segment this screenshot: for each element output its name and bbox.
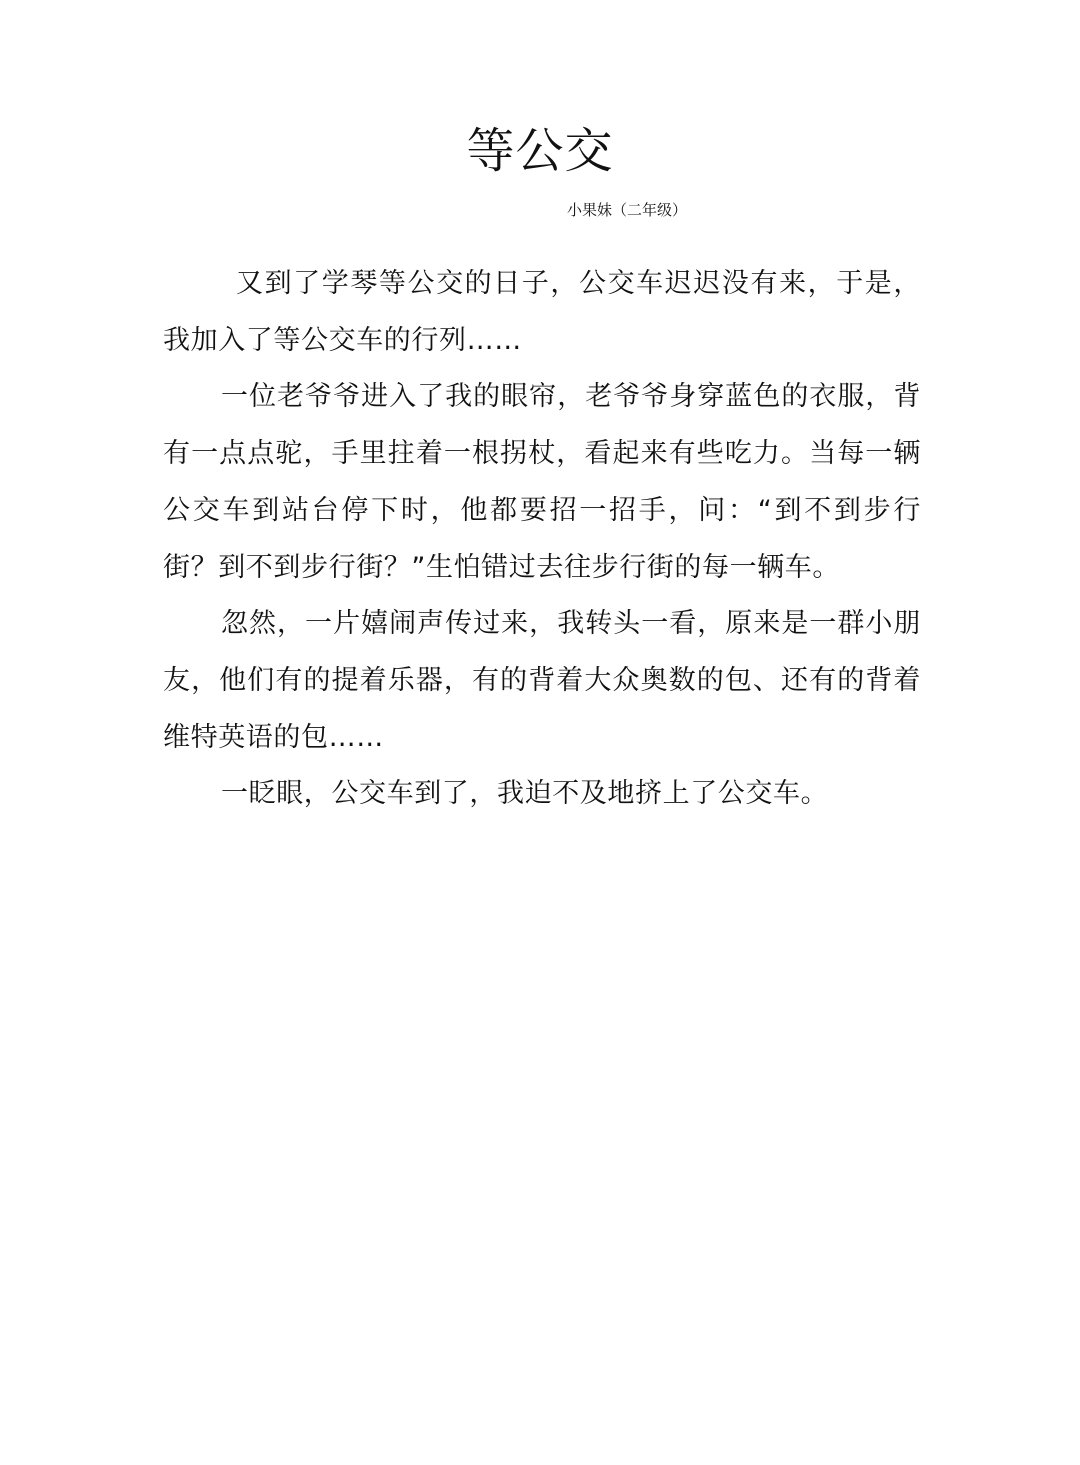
- paragraph-4: 一眨眼，公交车到了，我迫不及地挤上了公交车。: [221, 778, 829, 810]
- paragraph-2: 一位老爷爷进入了我的眼帘，老爷爷身穿蓝色的衣服，背有一点点驼，手里拄着一根拐杖，看起来有些吃力。当每一辆公交车到站台停下时，他都要招一招手，问：“到不到步行街？到不到步行街？”生怕错过去往步行街的每一辆车。: [163, 381, 921, 583]
- article-body: [163, 256, 921, 823]
- author-line: 小果妹（二年级）: [567, 201, 688, 219]
- document-title: 等公交: [466, 123, 614, 179]
- paragraph-1: 又到了学琴等公交的日子，公交车迟迟没有来，于是，我加入了等公交车的行列……: [163, 268, 921, 356]
- paragraph-3: 忽然，一片嬉闹声传过来，我转头一看，原来是一群小朋友，他们有的提着乐器，有的背着大众奥数的包、还有的背着维特英语的包……: [163, 608, 921, 753]
